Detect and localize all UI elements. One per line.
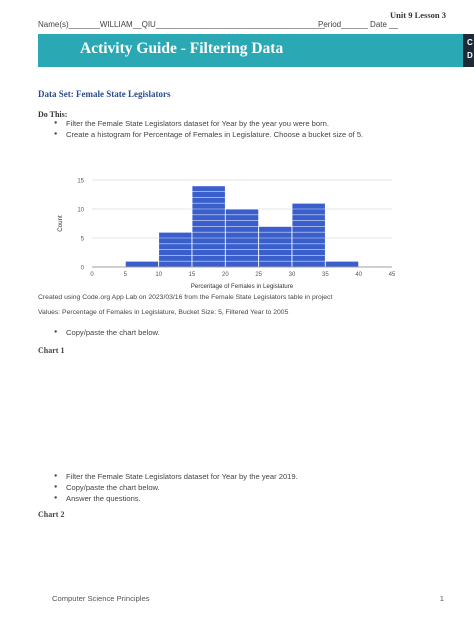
copy-list	[52, 327, 160, 338]
x-axis-label: Percentage of Females in Legislature	[190, 283, 294, 290]
footer-course: Computer Science Principles	[52, 594, 150, 603]
list-item: ● Answer the questions.	[52, 493, 298, 504]
period-date-field: Period______ Date __	[318, 20, 399, 29]
dataset-heading: Data Set: Female State Legislators	[38, 89, 171, 99]
histogram-bar	[292, 203, 325, 267]
chart-values-caption: Values: Percentage of Females in Legislature, Bucket Size: 5, Filtered Year to 2005	[38, 309, 289, 316]
step-2-list	[52, 471, 298, 504]
name-field: Name(s)_______WILLIAM__QIU______________________________________	[38, 20, 325, 29]
list-item: ● Create a histogram for Percentage of Females in Legislature. Choose a bucket size of 5.	[52, 129, 363, 140]
list-item: ● Filter the Female State Legislators dataset for Year by the year 2019.	[52, 471, 298, 482]
title-banner	[38, 34, 463, 67]
histogram-chart	[50, 170, 410, 300]
page-number: 1	[439, 594, 444, 603]
unit-lesson-label: Unit 9 Lesson 3	[390, 10, 446, 20]
x-tick-label: 25	[255, 272, 263, 278]
histogram-svg	[50, 170, 410, 300]
x-tick-label: 45	[388, 272, 396, 278]
list-item: ● Copy/paste the chart below.	[52, 482, 298, 493]
y-axis-label: Count	[57, 215, 64, 232]
y-tick-label: 5	[80, 236, 84, 243]
y-tick-label: 0	[80, 265, 84, 272]
x-tick-label: 0	[90, 272, 94, 278]
histogram-bar	[325, 261, 358, 267]
do-this-list	[52, 118, 363, 140]
chart-2-label: Chart 2	[38, 510, 65, 519]
x-tick-label: 35	[321, 272, 329, 278]
y-tick-label: 15	[77, 178, 84, 185]
x-tick-label: 15	[188, 272, 196, 278]
logo-letter-top: C	[467, 38, 473, 47]
logo-letter-bottom: D	[467, 51, 473, 60]
do-this-heading: Do This:	[38, 110, 68, 119]
code-org-logo	[463, 34, 474, 67]
chart-1-label: Chart 1	[38, 346, 65, 355]
histogram-bar	[125, 261, 158, 267]
x-tick-label: 10	[155, 272, 163, 278]
name-line	[38, 20, 438, 29]
chart-created-caption: Created using Code.org App Lab on 2023/03/16 from the Female State Legislators table in project	[38, 294, 333, 301]
x-tick-label: 20	[221, 272, 229, 278]
page-title: Activity Guide - Filtering Data	[80, 40, 284, 57]
list-item: ● Filter the Female State Legislators dataset for Year by the year you were born.	[52, 118, 363, 129]
x-tick-label: 5	[123, 272, 128, 278]
x-tick-label: 30	[288, 272, 296, 278]
list-item: ● Copy/paste the chart below.	[52, 327, 160, 338]
x-tick-label: 40	[355, 272, 363, 278]
y-tick-label: 10	[77, 207, 84, 214]
